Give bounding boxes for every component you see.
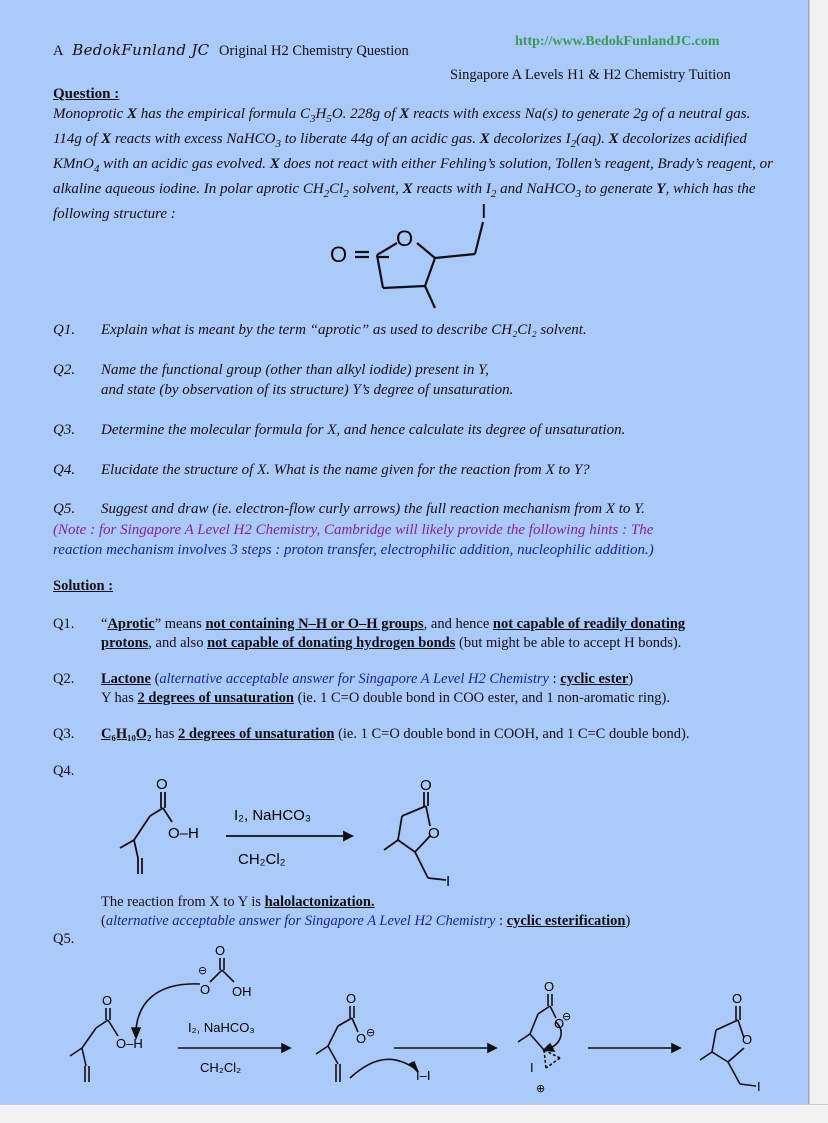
question-4 — [53, 460, 773, 480]
q5-text: Suggest and draw (ie. electron-flow curly arrows) the full reaction mechanism from X to Y. — [101, 501, 645, 517]
q2-text: Name the functional group (other than alkyl iodide) present in Y, — [101, 362, 489, 378]
question-1 — [53, 320, 773, 340]
s2-number: Q2. — [53, 671, 75, 687]
q5-mechanism — [60, 944, 780, 1100]
s3-number: Q3. — [53, 726, 75, 742]
text-run: has the empirical formula C — [137, 106, 310, 122]
text-run: with an acidic gas evolved. — [99, 156, 270, 172]
solution-1: Q1. “Aprotic” means not containing N–H or O–H groups, and hence not capable of readily donating protons, and also not capable of donating hydrogen bonds (but might be able to accept H bonds). — [53, 616, 686, 651]
x-hydroxyl-label: O–H — [168, 825, 199, 842]
solution-heading: Solution : — [53, 578, 114, 594]
y-product-ring-o: O — [428, 825, 440, 842]
q4-reaction-scheme — [110, 778, 470, 890]
s4-number: Q4. — [53, 763, 75, 779]
text-run: reacts with excess NaHCO — [111, 131, 276, 147]
subscript: 2 — [490, 188, 497, 200]
compound-x: X — [402, 181, 413, 197]
s3-unsaturation: 2 degrees of unsaturation — [178, 726, 335, 742]
s2-unsaturation: 2 degrees of unsaturation — [137, 690, 294, 706]
text-run: decolorizes I — [489, 131, 571, 147]
s4-answer: The reaction from X to Y is halolactonization. (alternative acceptable answer for Singapore A Level H2 Chemistry : cyclic esterification) — [101, 894, 631, 929]
s1-key-1: not containing N–H or O–H groups — [205, 616, 424, 632]
int-iodonium: I — [530, 1060, 534, 1075]
s1-key-3: protons — [101, 635, 149, 651]
tuition-line: Singapore A Levels H1 & H2 Chemistry Tuition — [450, 67, 731, 83]
s1-key-4: not capable of donating hydrogen bonds — [207, 635, 456, 651]
bicarb-carbonyl-o: O — [215, 944, 226, 958]
subscript: 3 — [575, 188, 581, 200]
exam-note — [53, 520, 773, 560]
s1-key-2: not capable of readily donating — [492, 616, 686, 632]
text-run: to liberate 44g of an acidic gas. — [281, 131, 480, 147]
question-5 — [53, 499, 773, 519]
q3-text: Determine the molecular formula for X, and hence calculate its degree of unsaturation. — [101, 422, 626, 438]
compound-x: X — [269, 156, 280, 172]
q4-text: Elucidate the structure of X. What is the name given for the reaction from X to Y? — [101, 462, 590, 478]
lactone-y-structure — [325, 200, 505, 310]
y-carbonyl-o: O — [330, 242, 348, 267]
subscript: 3 — [275, 138, 281, 150]
subscript: 4 — [93, 163, 100, 175]
x-carbonyl-o: O — [156, 778, 168, 793]
website-link[interactable]: http://www.BedokFunlandJC.com — [515, 34, 720, 49]
text-run: O. 228g of — [331, 106, 400, 122]
header-prefix: A — [53, 43, 63, 59]
q5-x-carbonyl-o: O — [102, 993, 113, 1008]
final-carbonyl-o: O — [732, 991, 743, 1006]
carboxylate-charge: ⊖ — [366, 1027, 376, 1039]
q2-number: Q2. — [53, 362, 76, 378]
logo: BedokFunland JC — [72, 41, 210, 59]
q3-number: Q3. — [53, 422, 76, 438]
y-product-iodine: I — [446, 873, 451, 890]
compound-x: X — [608, 131, 619, 147]
bicarb-o-minus: O — [200, 982, 211, 997]
subscript: 5 — [326, 113, 332, 125]
text-run: reacts with I — [412, 181, 491, 197]
s5-number: Q5. — [53, 931, 75, 947]
question-3 — [53, 420, 773, 440]
s4-cyclic-esterification: cyclic esterification — [506, 913, 626, 929]
s2-lactone: Lactone — [101, 671, 151, 687]
text-run: (aq). — [576, 131, 609, 147]
q5-reagent-bottom: CH₂Cl₂ — [200, 1060, 242, 1075]
y-ring-o: O — [396, 226, 414, 251]
int-carbonyl-o: O — [544, 979, 555, 994]
q4-reagent-top: I₂, NaHCO₃ — [234, 807, 311, 824]
q5-x-hydroxyl: O–H — [116, 1036, 143, 1051]
text-run: decolorizes acidified KMnO — [53, 131, 747, 172]
subscript: 2 — [343, 188, 349, 200]
question-2 — [53, 360, 773, 400]
status-bar — [0, 1104, 828, 1123]
vertical-scrollbar[interactable] — [809, 0, 828, 1104]
s2-cyclic-ester: cyclic ester — [560, 671, 629, 687]
subscript: 2 — [570, 138, 577, 150]
subscript: 3 — [309, 113, 316, 125]
carboxylate-o: O — [346, 991, 357, 1006]
subscript: 2 — [323, 188, 330, 200]
final-ring-o: O — [742, 1032, 753, 1047]
q4-reagent-bottom: CH₂Cl₂ — [238, 851, 286, 868]
bicarb-charge: ⊖ — [198, 965, 208, 977]
y-iodine: I — [481, 201, 487, 223]
int-charge-minus: ⊖ — [562, 1011, 572, 1023]
iodine-molecule: I–I — [416, 1068, 431, 1083]
q1-text: Explain what is meant by the term “aprotic” as used to describe CH₂Cl₂ solvent. — [101, 322, 587, 338]
carboxylate-o-minus: O — [356, 1031, 367, 1046]
int-o-minus: O — [554, 1016, 565, 1031]
text-run: solvent, — [348, 181, 403, 197]
note-line1: (Note : for Singapore A Level H2 Chemistry, Cambridge will likely provide the following hints : The — [53, 522, 654, 538]
text-run: to generate — [581, 181, 657, 197]
text-run: H — [315, 106, 327, 122]
header-title — [53, 41, 409, 60]
final-iodine: I — [757, 1079, 761, 1094]
text-run: does not react with either Fehling’s solution, Tollen’s reagent, Brady’s reagent, or alkaline aqueous iodine. In polar aprotic CH — [53, 156, 773, 197]
s1-aprotic: Aprotic — [107, 616, 155, 632]
q2-text-line2: and state (by observation of its structure) Y’s degree of unsaturation. — [101, 382, 514, 398]
header-subtitle: Original H2 Chemistry Question — [219, 43, 409, 59]
question-heading: Question : — [53, 86, 120, 102]
compound-x: X — [127, 106, 138, 122]
q4-number: Q4. — [53, 462, 76, 478]
text-run: Cl — [329, 181, 344, 197]
text-run: reacts with excess Na(s) to generate 2g of a neutral gas. 114g of — [53, 106, 751, 147]
q5-number: Q5. — [53, 501, 76, 517]
compound-y: Y — [656, 181, 666, 197]
compound-x: X — [479, 131, 490, 147]
q5-reagent-top: I₂, NaHCO₃ — [188, 1020, 255, 1035]
compound-x: X — [399, 106, 410, 122]
s4-halolactonization: halolactonization. — [264, 894, 375, 910]
bicarb-oh: OH — [232, 984, 252, 999]
compound-x: X — [101, 131, 112, 147]
int-charge-plus: ⊕ — [536, 1083, 546, 1095]
solution-3: Q3. C₆H₁₀O₂ has 2 degrees of unsaturation (ie. 1 C=O double bond in COOH, and 1 C=C double bond). — [53, 726, 690, 742]
solution-2: Q2. Lactone (alternative acceptable answer for Singapore A Level H2 Chemistry : cyclic ester) Y has 2 degrees of unsaturation (ie. 1 C=O double bond in COO ester, and 1 non-aromatic ring). — [53, 671, 670, 706]
q1-number: Q1. — [53, 322, 76, 338]
s3-formula: C₆H₁₀O₂ — [101, 726, 152, 742]
text-run: , which has the following structure : — [53, 181, 756, 222]
text-run: and NaHCO — [496, 181, 576, 197]
text-run: Monoprotic — [53, 106, 128, 122]
y-product-carbonyl-o: O — [420, 778, 432, 794]
s1-number: Q1. — [53, 616, 75, 632]
note-line2: reaction mechanism involves 3 steps : proton transfer, electrophilic addition, nucleophilic addition.) — [53, 542, 654, 558]
